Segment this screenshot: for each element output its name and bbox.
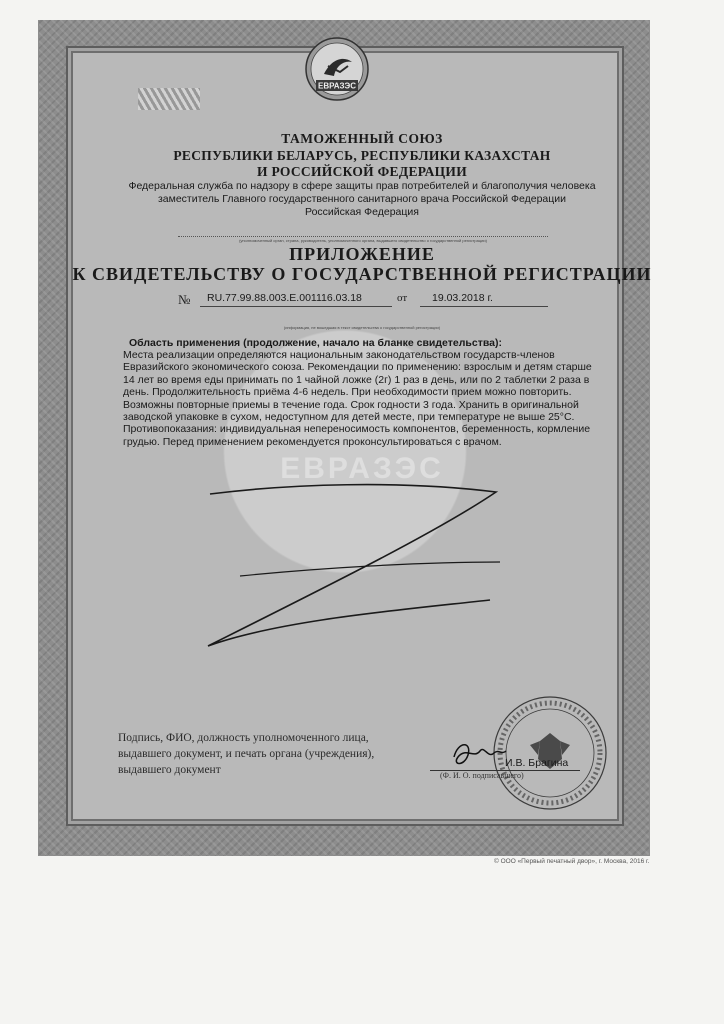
handwritten-signature <box>448 735 538 775</box>
agency-line-1: Федеральная служба по надзору в сфере защиты прав потребителей и благополучия человека <box>128 180 596 192</box>
republics-line-2: И РОССИЙСКОЙ ФЕДЕРАЦИИ <box>256 164 468 179</box>
authority-line <box>178 236 548 237</box>
signer-name: И.В. Брагина <box>505 757 569 769</box>
date-underline <box>420 306 548 307</box>
agency-line-2: заместитель Главного государственного санитарного врача Российской Федерации <box>157 193 567 205</box>
fio-caption: (Ф. И. О. подписавшего) <box>440 771 524 780</box>
watermark: ЕВРАЗЭС <box>280 452 444 485</box>
from-label: от <box>397 292 408 304</box>
agency-info <box>60 180 664 219</box>
scope-body-text: Места реализации определяются национальным законодательством государств-членов Евразийского экономического союза. Рекомендации по применению: взрослым и детям старше 14 лет во время еды принимать по 1 чайной ложке (2г) 1 раз в день, или по 2 таблетки 2 раза в день. Продолжительность приёма 4-6 недель. При необходимости прием можно повторить. Возможны повторные приемы в течение года. Срок годности 3 года. Хранить в оригинальной заводской упаковке в сухом, недоступном для детей месте, при температуре не выше 25°С. Противопоказания: индивидуальная непереносимость компонентов, беременность, кормление грудью. Перед применением рекомендуется проконсультироваться с врачом. <box>123 349 592 448</box>
scope-heading: Область применения (продолжение, начало на бланке свидетельства): <box>129 337 502 349</box>
registration-number: RU.77.99.88.003.E.001116.03.18 <box>207 292 362 304</box>
signature-caption: Подпись, ФИО, должность уполномоченного лица, выдавшего документ, и печать органа (учреждения), выдавшего документ <box>118 732 375 776</box>
registration-date: 19.03.2018 г. <box>432 292 493 304</box>
number-sign: № <box>178 292 191 307</box>
union-title: ТАМОЖЕННЫЙ СОЮЗ <box>281 131 443 146</box>
number-underline <box>200 306 392 307</box>
printer-note: © ООО «Первый печатный двор», г. Москва, 2016 г. <box>494 858 650 865</box>
logo-label: ЕВРАЗЭС <box>317 81 357 91</box>
appendix-title: ПРИЛОЖЕНИЕ <box>289 244 435 264</box>
eurasec-emblem-icon <box>304 36 370 102</box>
z-cancellation-mark <box>200 470 510 660</box>
authority-caption: (уполномоченный орган, страна, руководитель, уполномоченного органа, выдавшего свидетельство о государственной регистрации) <box>239 238 487 243</box>
number-caption: (информация, не вошедшая в текст свидетельства о государственной регистрации) <box>283 325 441 330</box>
appendix-subtitle: К СВИДЕТЕЛЬСТВУ О ГОСУДАРСТВЕННОЙ РЕГИСТРАЦИИ <box>72 264 652 284</box>
republics-line-1: РЕСПУБЛИКИ БЕЛАРУСЬ, РЕСПУБЛИКИ КАЗАХСТАН <box>173 148 551 163</box>
security-pattern <box>138 88 200 110</box>
agency-line-3: Российская Федерация <box>305 206 419 218</box>
